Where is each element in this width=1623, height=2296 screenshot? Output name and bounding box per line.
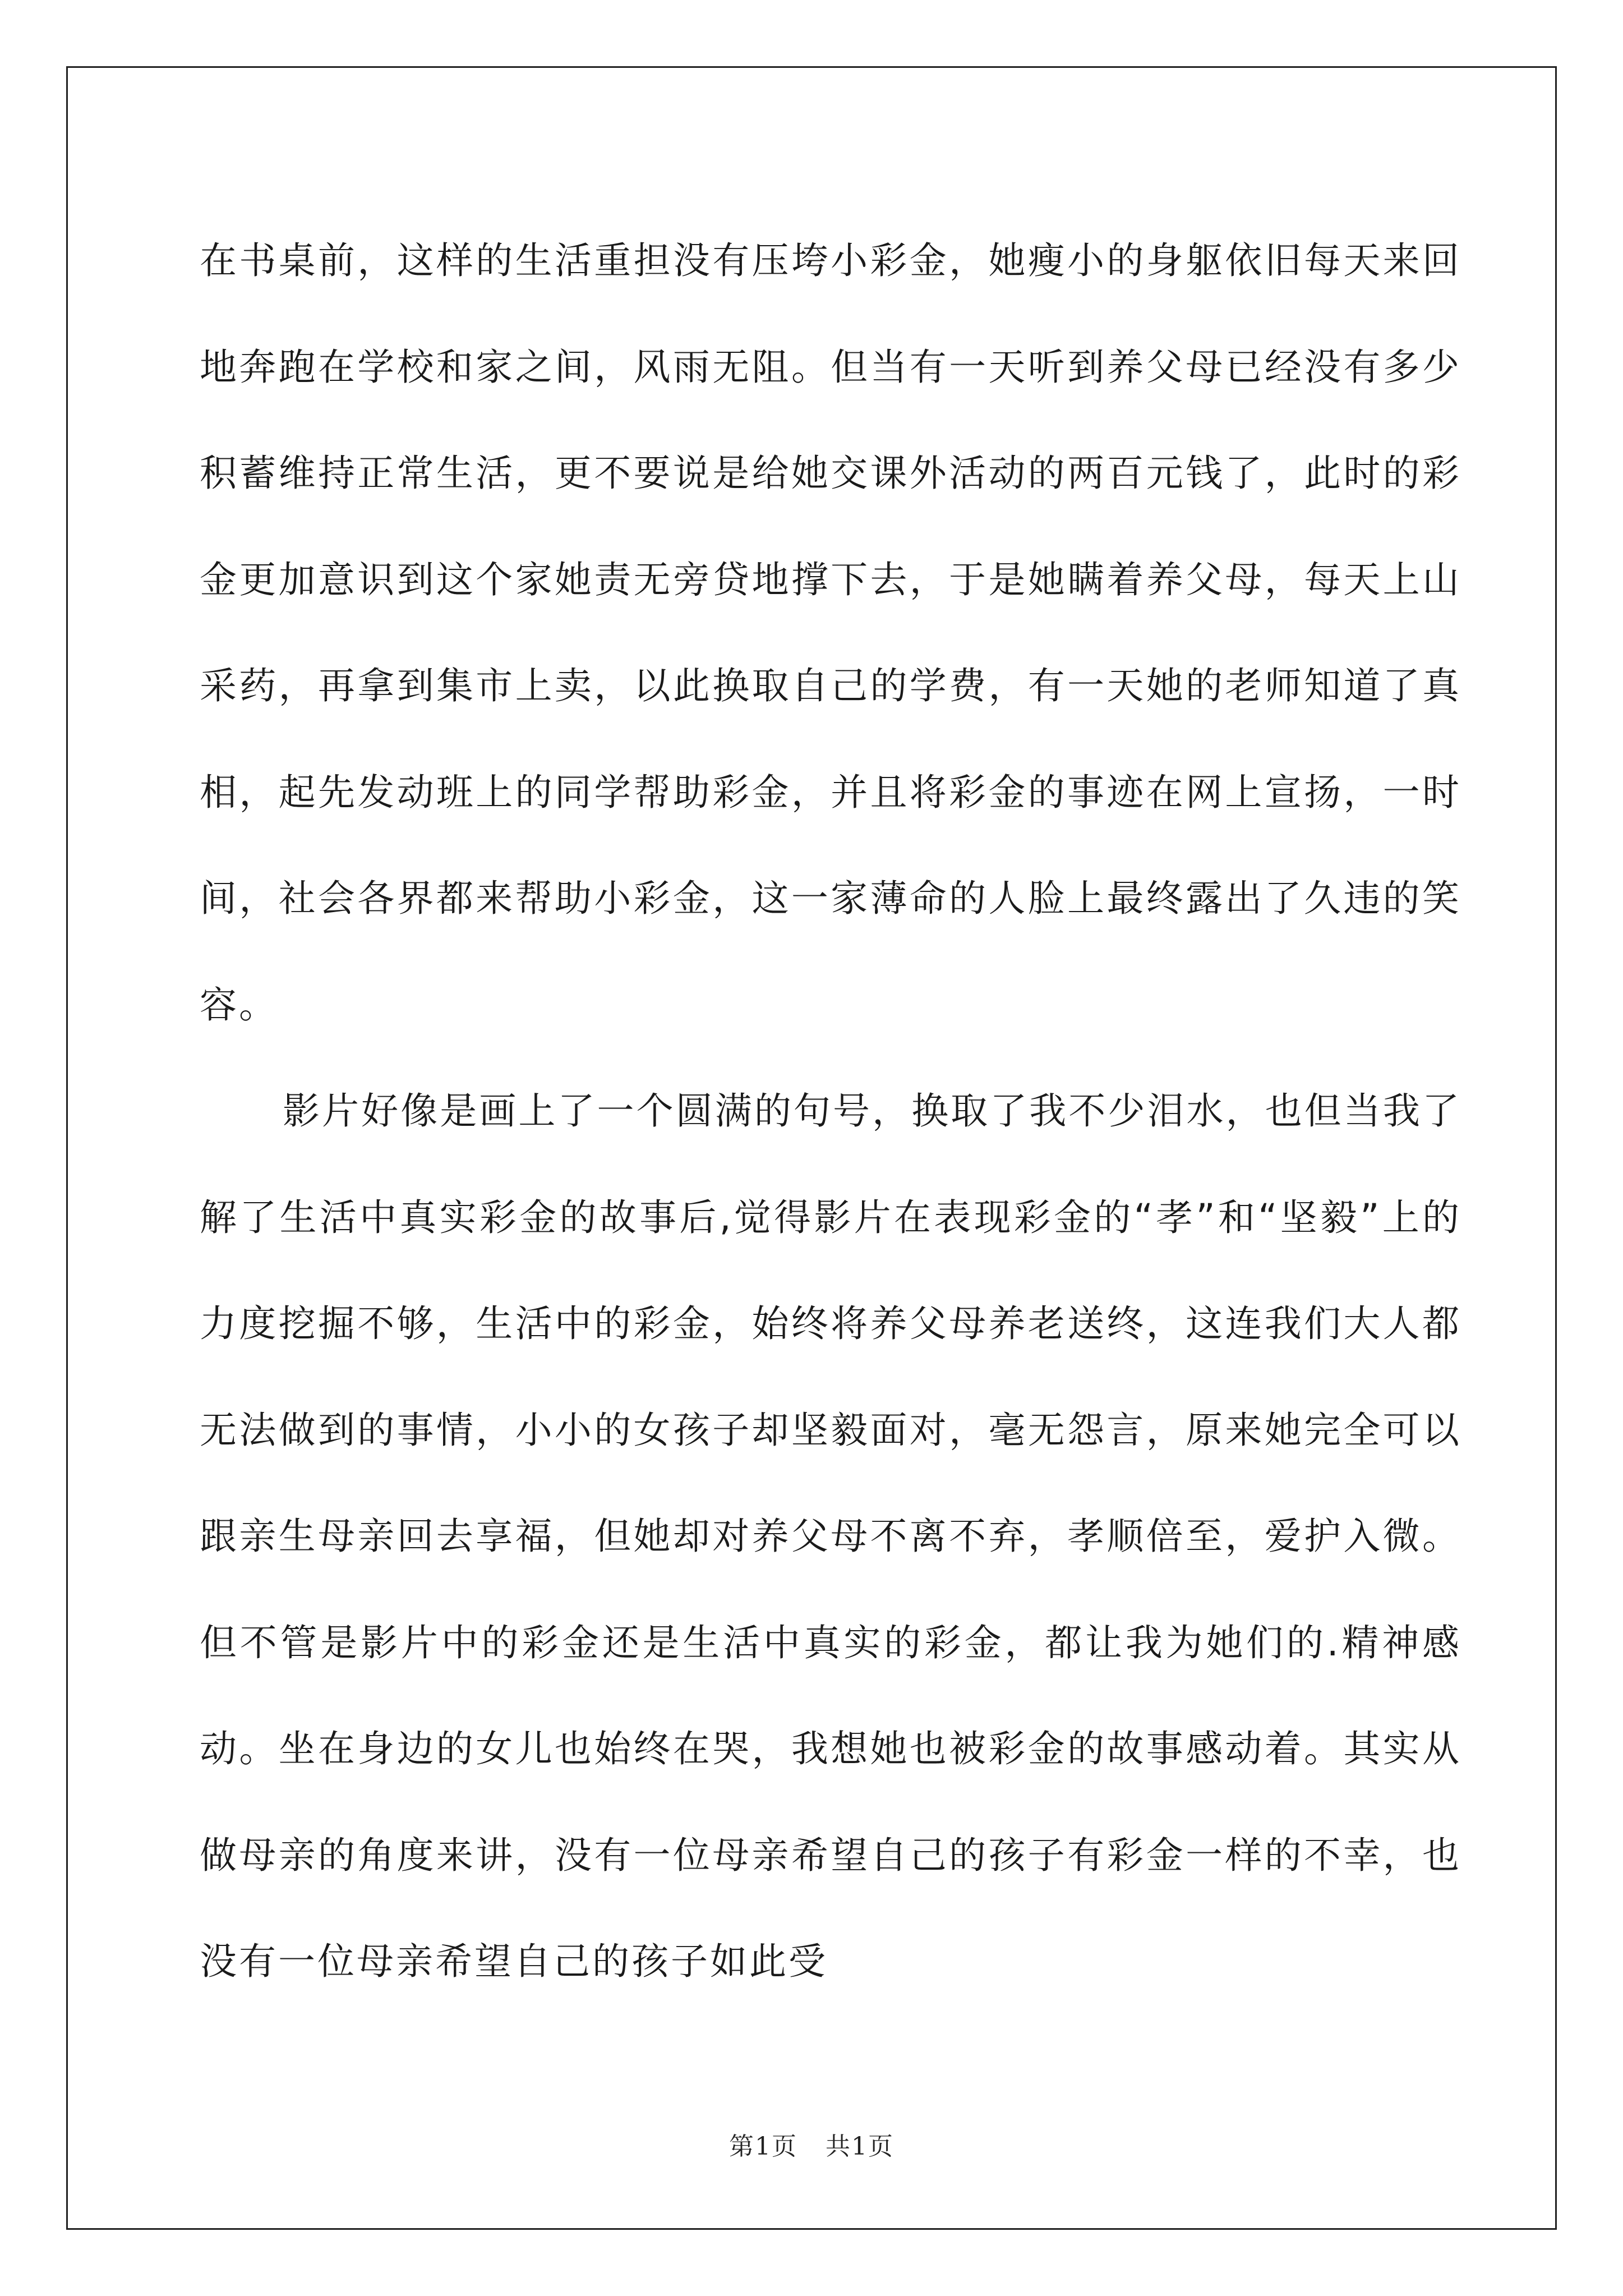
page-number: 第1页 — [729, 2132, 797, 2161]
document-body — [200, 208, 1461, 2015]
paragraph-2: 影片好像是画上了一个圆满的句号，换取了我不少泪水，也但当我了解了生活中真实彩金的故事后,觉得影片在表现彩金的“孝”和“坚毅”上的力度挖掘不够，生活中的彩金，始终将养父母养老送终，这连我们大人都无法做到的事情，小小的女孩子却坚毅面对，毫无怨言，原来她完全可以跟亲生母亲回去享福，但她却对养父母不离不弃，孝顺倍至，爱护入微。但不管是影片中的彩金还是生活中真实的彩金，都让我为她们的.精神感动。坐在身边的女儿也始终在哭，我想她也被彩金的故事感动着。其实从做母亲的角度来讲，没有一位母亲希望自己的孩子有彩金一样的不幸，也没有一位母亲希望自己的孩子如此受 — [200, 1089, 1461, 1983]
paragraph-1: 在书桌前，这样的生活重担没有压垮小彩金，她瘦小的身躯依旧每天来回地奔跑在学校和家之间，风雨无阻。但当有一天听到养父母已经没有多少积蓄维持正常生活，更不要说是给她交课外活动的两百元钱了，此时的彩金更加意识到这个家她责无旁贷地撑下去，于是她瞒着养父母，每天上山采药，再拿到集市上卖，以此换取自己的学费，有一天她的老师知道了真相，起先发动班上的同学帮助彩金，并且将彩金的事迹在网上宣扬，一时间，社会各界都来帮助小彩金，这一家薄命的人脸上最终露出了久违的笑容。 — [200, 239, 1461, 1027]
page-footer — [0, 2126, 1623, 2162]
page-total: 共1页 — [826, 2132, 894, 2161]
